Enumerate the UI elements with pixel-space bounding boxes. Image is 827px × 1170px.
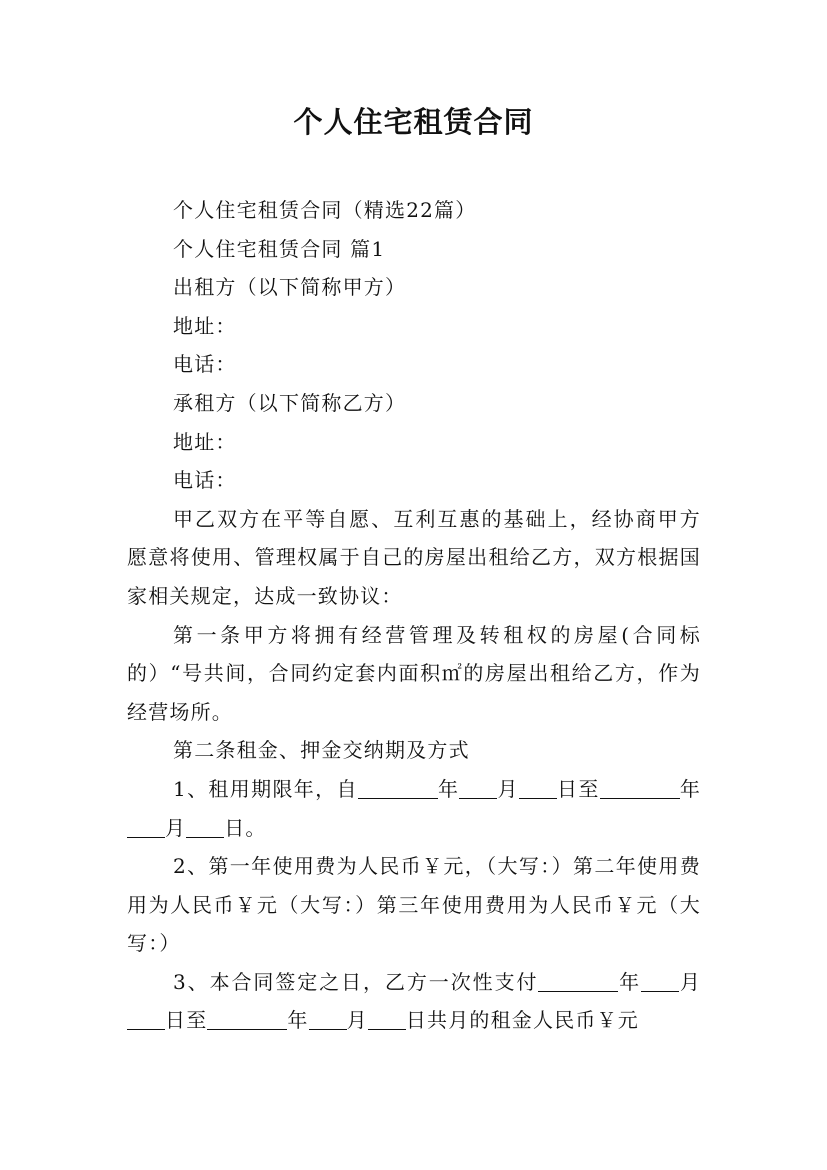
blank-field <box>641 971 679 992</box>
item-1-text: 年 <box>437 776 460 801</box>
lessor-line: 出租方（以下简称甲方） <box>173 275 407 300</box>
item-1-paragraph <box>127 770 701 847</box>
item-1-text: 日。 <box>224 815 267 840</box>
item-3-text: 日共月的租金人民币￥元 <box>405 1008 640 1033</box>
item-1-text: 年 <box>679 776 702 801</box>
blank-field <box>600 778 680 799</box>
item-3-text: 日至 <box>165 1008 208 1033</box>
lessor-address-line: 地址： <box>173 313 237 338</box>
clause-2-heading: 第二条租金、押金交纳期及方式 <box>173 738 470 763</box>
item-3-text: 3、本合同签定之日，乙方一次性支付 <box>173 969 539 994</box>
lessee-line: 承租方（以下简称乙方） <box>173 390 407 415</box>
blank-field <box>207 1009 287 1030</box>
lessee-address-line: 地址： <box>173 429 237 454</box>
item-1-text: 日至 <box>556 776 600 801</box>
blank-field <box>358 778 438 799</box>
blank-field <box>309 1009 347 1030</box>
blank-field <box>538 971 618 992</box>
document-title: 个人住宅租赁合同 <box>293 105 534 139</box>
blank-field <box>519 778 557 799</box>
blank-field <box>186 817 224 838</box>
item-1-text: 1、租用期限年，自 <box>173 776 358 801</box>
document-body <box>127 191 701 1040</box>
item-1-text: 月 <box>165 815 187 840</box>
item-1-text: 月 <box>497 776 519 801</box>
item-3-text: 年 <box>287 1008 309 1033</box>
item-3-text: 月 <box>346 1008 368 1033</box>
clause-1-paragraph: 第一条甲方将拥有经营管理及转租权的房屋(合同标的）“号共间，合同约定套内面积㎡的房屋出租给乙方，作为经营场所。 <box>127 622 701 724</box>
preamble-paragraph: 甲乙双方在平等自愿、互利互惠的基础上，经协商甲方愿意将使用、管理权属于自己的房屋出租给乙方，双方根据国家相关规定，达成一致协议： <box>127 506 701 608</box>
subtitle: 个人住宅租赁合同（精选22篇） <box>173 198 477 222</box>
blank-field <box>459 778 497 799</box>
article-heading: 个人住宅租赁合同 篇1 <box>173 236 386 261</box>
lessee-phone-line: 电话： <box>173 468 237 493</box>
blank-field <box>368 1009 406 1030</box>
lessor-phone-line: 电话： <box>173 352 237 377</box>
item-2-paragraph: 2、第一年使用费为人民币￥元，（大写：）第二年使用费用为人民币￥元（大写：）第三年使用费用为人民币￥元（大写：） <box>127 854 701 956</box>
item-3-text: 年 <box>618 969 642 994</box>
item-3-paragraph <box>127 963 701 1040</box>
blank-field <box>127 1009 165 1030</box>
item-3-text: 月 <box>679 969 702 994</box>
blank-field <box>127 817 165 838</box>
